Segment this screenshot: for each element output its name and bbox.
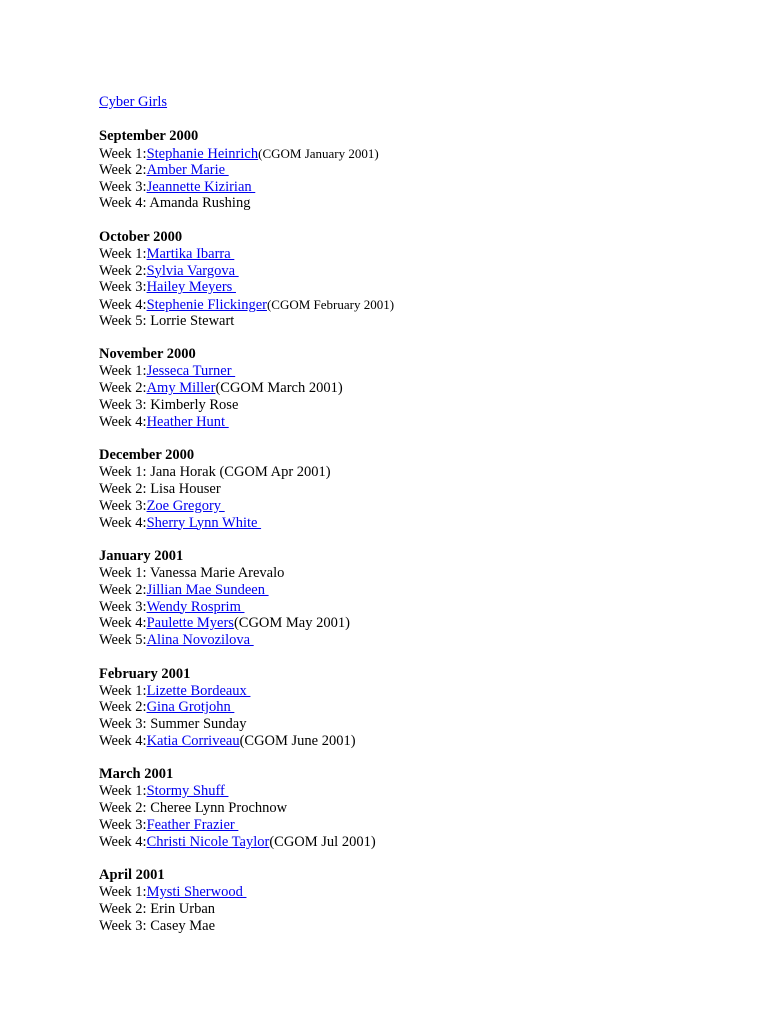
girl-name-link[interactable]: Heather Hunt bbox=[146, 413, 229, 430]
girl-name-link[interactable]: Alina Novozilova bbox=[146, 632, 254, 649]
girl-name-link[interactable]: Hailey Meyers bbox=[146, 279, 236, 296]
girl-name-link[interactable]: Wendy Rosprim bbox=[146, 598, 245, 615]
week-label: Week 4: bbox=[99, 514, 147, 531]
week-row bbox=[99, 733, 699, 750]
cgom-note: (CGOM June 2001) bbox=[239, 732, 356, 749]
week-row bbox=[99, 481, 699, 498]
month-heading: November 2000 bbox=[99, 346, 196, 363]
month-heading: October 2000 bbox=[99, 228, 183, 245]
month-heading: February 2001 bbox=[99, 665, 191, 682]
week-label: Week 3: bbox=[99, 178, 147, 195]
girl-name-link[interactable]: Paulette Myers bbox=[146, 615, 234, 632]
week-label: Week 1: bbox=[99, 783, 147, 800]
week-row bbox=[99, 632, 699, 649]
week-row bbox=[99, 800, 699, 817]
girl-name-link[interactable]: Lizette Bordeaux bbox=[146, 682, 251, 699]
girl-name-link[interactable]: Sherry Lynn White bbox=[146, 514, 262, 531]
week-row bbox=[99, 834, 699, 851]
week-row bbox=[99, 397, 699, 414]
cyber-girls-link[interactable]: Cyber Girls bbox=[99, 94, 168, 110]
week-label: Week 2: bbox=[99, 699, 147, 716]
week-row bbox=[99, 599, 699, 616]
girl-name: Amanda Rushing bbox=[149, 195, 251, 212]
month-heading: March 2001 bbox=[99, 766, 174, 783]
month-section bbox=[99, 128, 699, 212]
girl-name: Cheree Lynn Prochnow bbox=[150, 800, 288, 817]
week-label: Week 1: bbox=[99, 464, 151, 481]
week-label: Week 1: bbox=[99, 682, 147, 699]
week-row bbox=[99, 145, 699, 162]
week-label: Week 4: bbox=[99, 413, 147, 430]
week-label: Week 2: bbox=[99, 480, 151, 497]
girl-name-link[interactable]: Katia Corriveau bbox=[146, 732, 240, 749]
girl-name: Casey Mae bbox=[150, 917, 216, 934]
week-label: Week 2: bbox=[99, 262, 147, 279]
week-label: Week 3: bbox=[99, 917, 151, 934]
week-label: Week 3: bbox=[99, 279, 147, 296]
week-row bbox=[99, 565, 699, 582]
cgom-note: (CGOM March 2001) bbox=[215, 380, 343, 397]
week-label: Week 1: bbox=[99, 146, 147, 162]
week-row bbox=[99, 279, 699, 296]
week-row bbox=[99, 313, 699, 330]
week-label: Week 2: bbox=[99, 380, 147, 397]
month-heading: September 2000 bbox=[99, 128, 199, 144]
week-label: Week 5: bbox=[99, 632, 147, 649]
girl-name-link[interactable]: Stormy Shuff bbox=[146, 783, 229, 800]
week-row bbox=[99, 296, 699, 313]
week-row bbox=[99, 464, 699, 481]
girl-name-link[interactable]: Amy Miller bbox=[146, 380, 216, 397]
week-label: Week 4: bbox=[99, 195, 150, 212]
week-label: Week 2: bbox=[99, 900, 151, 917]
week-label: Week 4: bbox=[99, 732, 147, 749]
girl-name-link[interactable]: Mysti Sherwood bbox=[146, 884, 247, 901]
month-heading: January 2001 bbox=[99, 547, 184, 564]
girl-name-link[interactable]: Martika Ibarra bbox=[146, 245, 235, 262]
month-heading: December 2000 bbox=[99, 447, 195, 464]
week-row bbox=[99, 783, 699, 800]
girl-name: Lorrie Stewart bbox=[150, 312, 235, 329]
week-label: Week 1: bbox=[99, 363, 147, 380]
girl-name-link[interactable]: Sylvia Vargova bbox=[146, 262, 239, 279]
girl-name-link[interactable]: Feather Frazier bbox=[146, 816, 239, 833]
spacer bbox=[99, 111, 699, 128]
week-row bbox=[99, 380, 699, 397]
girl-name-link[interactable]: Stephenie Flickinger bbox=[146, 297, 267, 314]
document-body bbox=[99, 94, 699, 951]
month-heading: April 2001 bbox=[99, 867, 165, 884]
week-row bbox=[99, 363, 699, 380]
week-label: Week 2: bbox=[99, 581, 147, 598]
week-label: Week 2: bbox=[99, 800, 151, 817]
week-label: Week 1: bbox=[99, 245, 147, 262]
week-row bbox=[99, 582, 699, 599]
week-row bbox=[99, 162, 699, 179]
girl-name: Kimberly Rose bbox=[150, 396, 239, 413]
week-label: Week 1: bbox=[99, 884, 147, 901]
cgom-note: (CGOM January 2001) bbox=[258, 146, 379, 161]
girl-name-link[interactable]: Jesseca Turner bbox=[146, 363, 236, 380]
girl-name: Erin Urban bbox=[150, 900, 216, 917]
week-row bbox=[99, 699, 699, 716]
girl-name-link[interactable]: Christi Nicole Taylor bbox=[146, 833, 270, 850]
girl-name: Lisa Houser bbox=[150, 480, 221, 497]
month-section bbox=[99, 666, 699, 750]
week-row bbox=[99, 918, 699, 935]
week-row bbox=[99, 901, 699, 918]
week-row bbox=[99, 683, 699, 700]
girl-name-link[interactable]: Jeannette Kizirian bbox=[146, 178, 256, 195]
month-section bbox=[99, 346, 699, 430]
week-row bbox=[99, 179, 699, 196]
week-label: Week 1: bbox=[99, 564, 150, 581]
cgom-note: (CGOM May 2001) bbox=[233, 615, 350, 632]
week-label: Week 4: bbox=[99, 615, 147, 632]
cgom-note: (CGOM Jul 2001) bbox=[269, 833, 376, 850]
girl-name: Summer Sunday bbox=[150, 716, 247, 733]
week-row bbox=[99, 195, 699, 212]
girl-name-link[interactable]: Gina Grotjohn bbox=[146, 699, 235, 716]
week-label: Week 3: bbox=[99, 598, 147, 615]
week-row bbox=[99, 817, 699, 834]
week-row bbox=[99, 498, 699, 515]
week-row bbox=[99, 246, 699, 263]
cgom-note: (CGOM February 2001) bbox=[266, 297, 395, 313]
girl-name-link[interactable]: Amber Marie bbox=[146, 161, 229, 178]
girl-name-link[interactable]: Zoe Gregory bbox=[146, 497, 225, 514]
month-section bbox=[99, 766, 699, 850]
week-label: Week 3: bbox=[99, 716, 151, 733]
girl-name-link[interactable]: Stephanie Heinrich bbox=[146, 146, 259, 162]
week-label: Week 3: bbox=[99, 396, 151, 413]
month-section bbox=[99, 229, 699, 330]
week-row bbox=[99, 716, 699, 733]
week-row bbox=[99, 414, 699, 431]
girl-name: Vanessa Marie Arevalo bbox=[149, 564, 285, 581]
week-label: Week 3: bbox=[99, 816, 147, 833]
week-label: Week 5: bbox=[99, 312, 151, 329]
week-label: Week 4: bbox=[99, 297, 147, 314]
week-row bbox=[99, 884, 699, 901]
week-row bbox=[99, 515, 699, 532]
girl-name: Jana Horak (CGOM Apr 2001) bbox=[150, 464, 331, 481]
week-label: Week 4: bbox=[99, 833, 147, 850]
month-section bbox=[99, 447, 699, 531]
week-label: Week 2: bbox=[99, 161, 147, 178]
month-section bbox=[99, 548, 699, 649]
month-section bbox=[99, 867, 699, 934]
week-label: Week 3: bbox=[99, 497, 147, 514]
girl-name-link[interactable]: Jillian Mae Sundeen bbox=[146, 581, 269, 598]
week-row bbox=[99, 615, 699, 632]
week-row bbox=[99, 263, 699, 280]
month-list bbox=[99, 128, 699, 934]
